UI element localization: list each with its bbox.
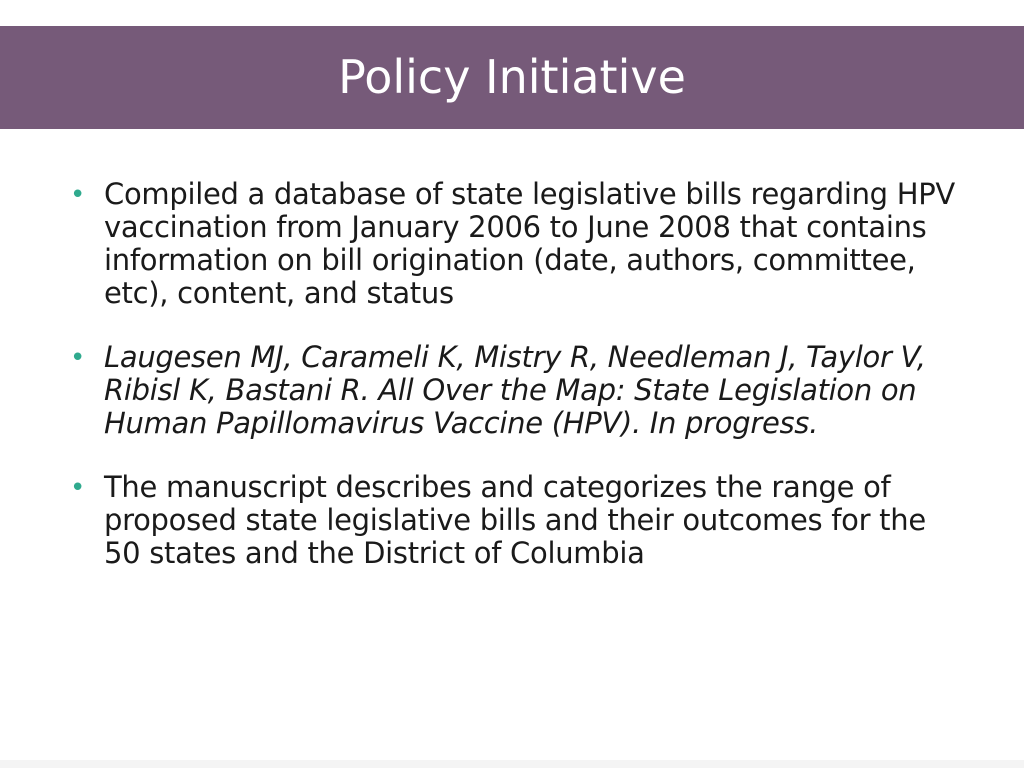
footer-divider — [0, 760, 1024, 768]
title-bar — [0, 26, 1024, 129]
bullet-item-manuscript — [0, 471, 1024, 570]
bullet-dot-icon: • — [70, 180, 86, 210]
bullet-dot-icon: • — [70, 473, 86, 503]
slide-title: Policy Initiative — [338, 49, 686, 104]
bullet-text: Compiled a database of state legislative bills regarding HPV vaccination from January 2006 to June 2008 that contains information on bill origination (date, authors, committee, etc), content, and status — [104, 177, 955, 310]
bullet-list — [0, 178, 1024, 601]
bullet-text: The manuscript describes and categorizes the range of proposed state legislative bills and their outcomes for the 50 states and the District of Columbia — [104, 470, 926, 570]
bullet-item-citation — [0, 341, 1024, 440]
bullet-text: Laugesen MJ, Carameli K, Mistry R, Needleman J, Taylor V, Ribisl K, Bastani R. All Over the Map: State Legislation on Human Papillomavirus Vaccine (HPV). In progress. — [104, 340, 926, 440]
bullet-dot-icon: • — [70, 343, 86, 373]
bullet-item-database — [0, 178, 1024, 310]
